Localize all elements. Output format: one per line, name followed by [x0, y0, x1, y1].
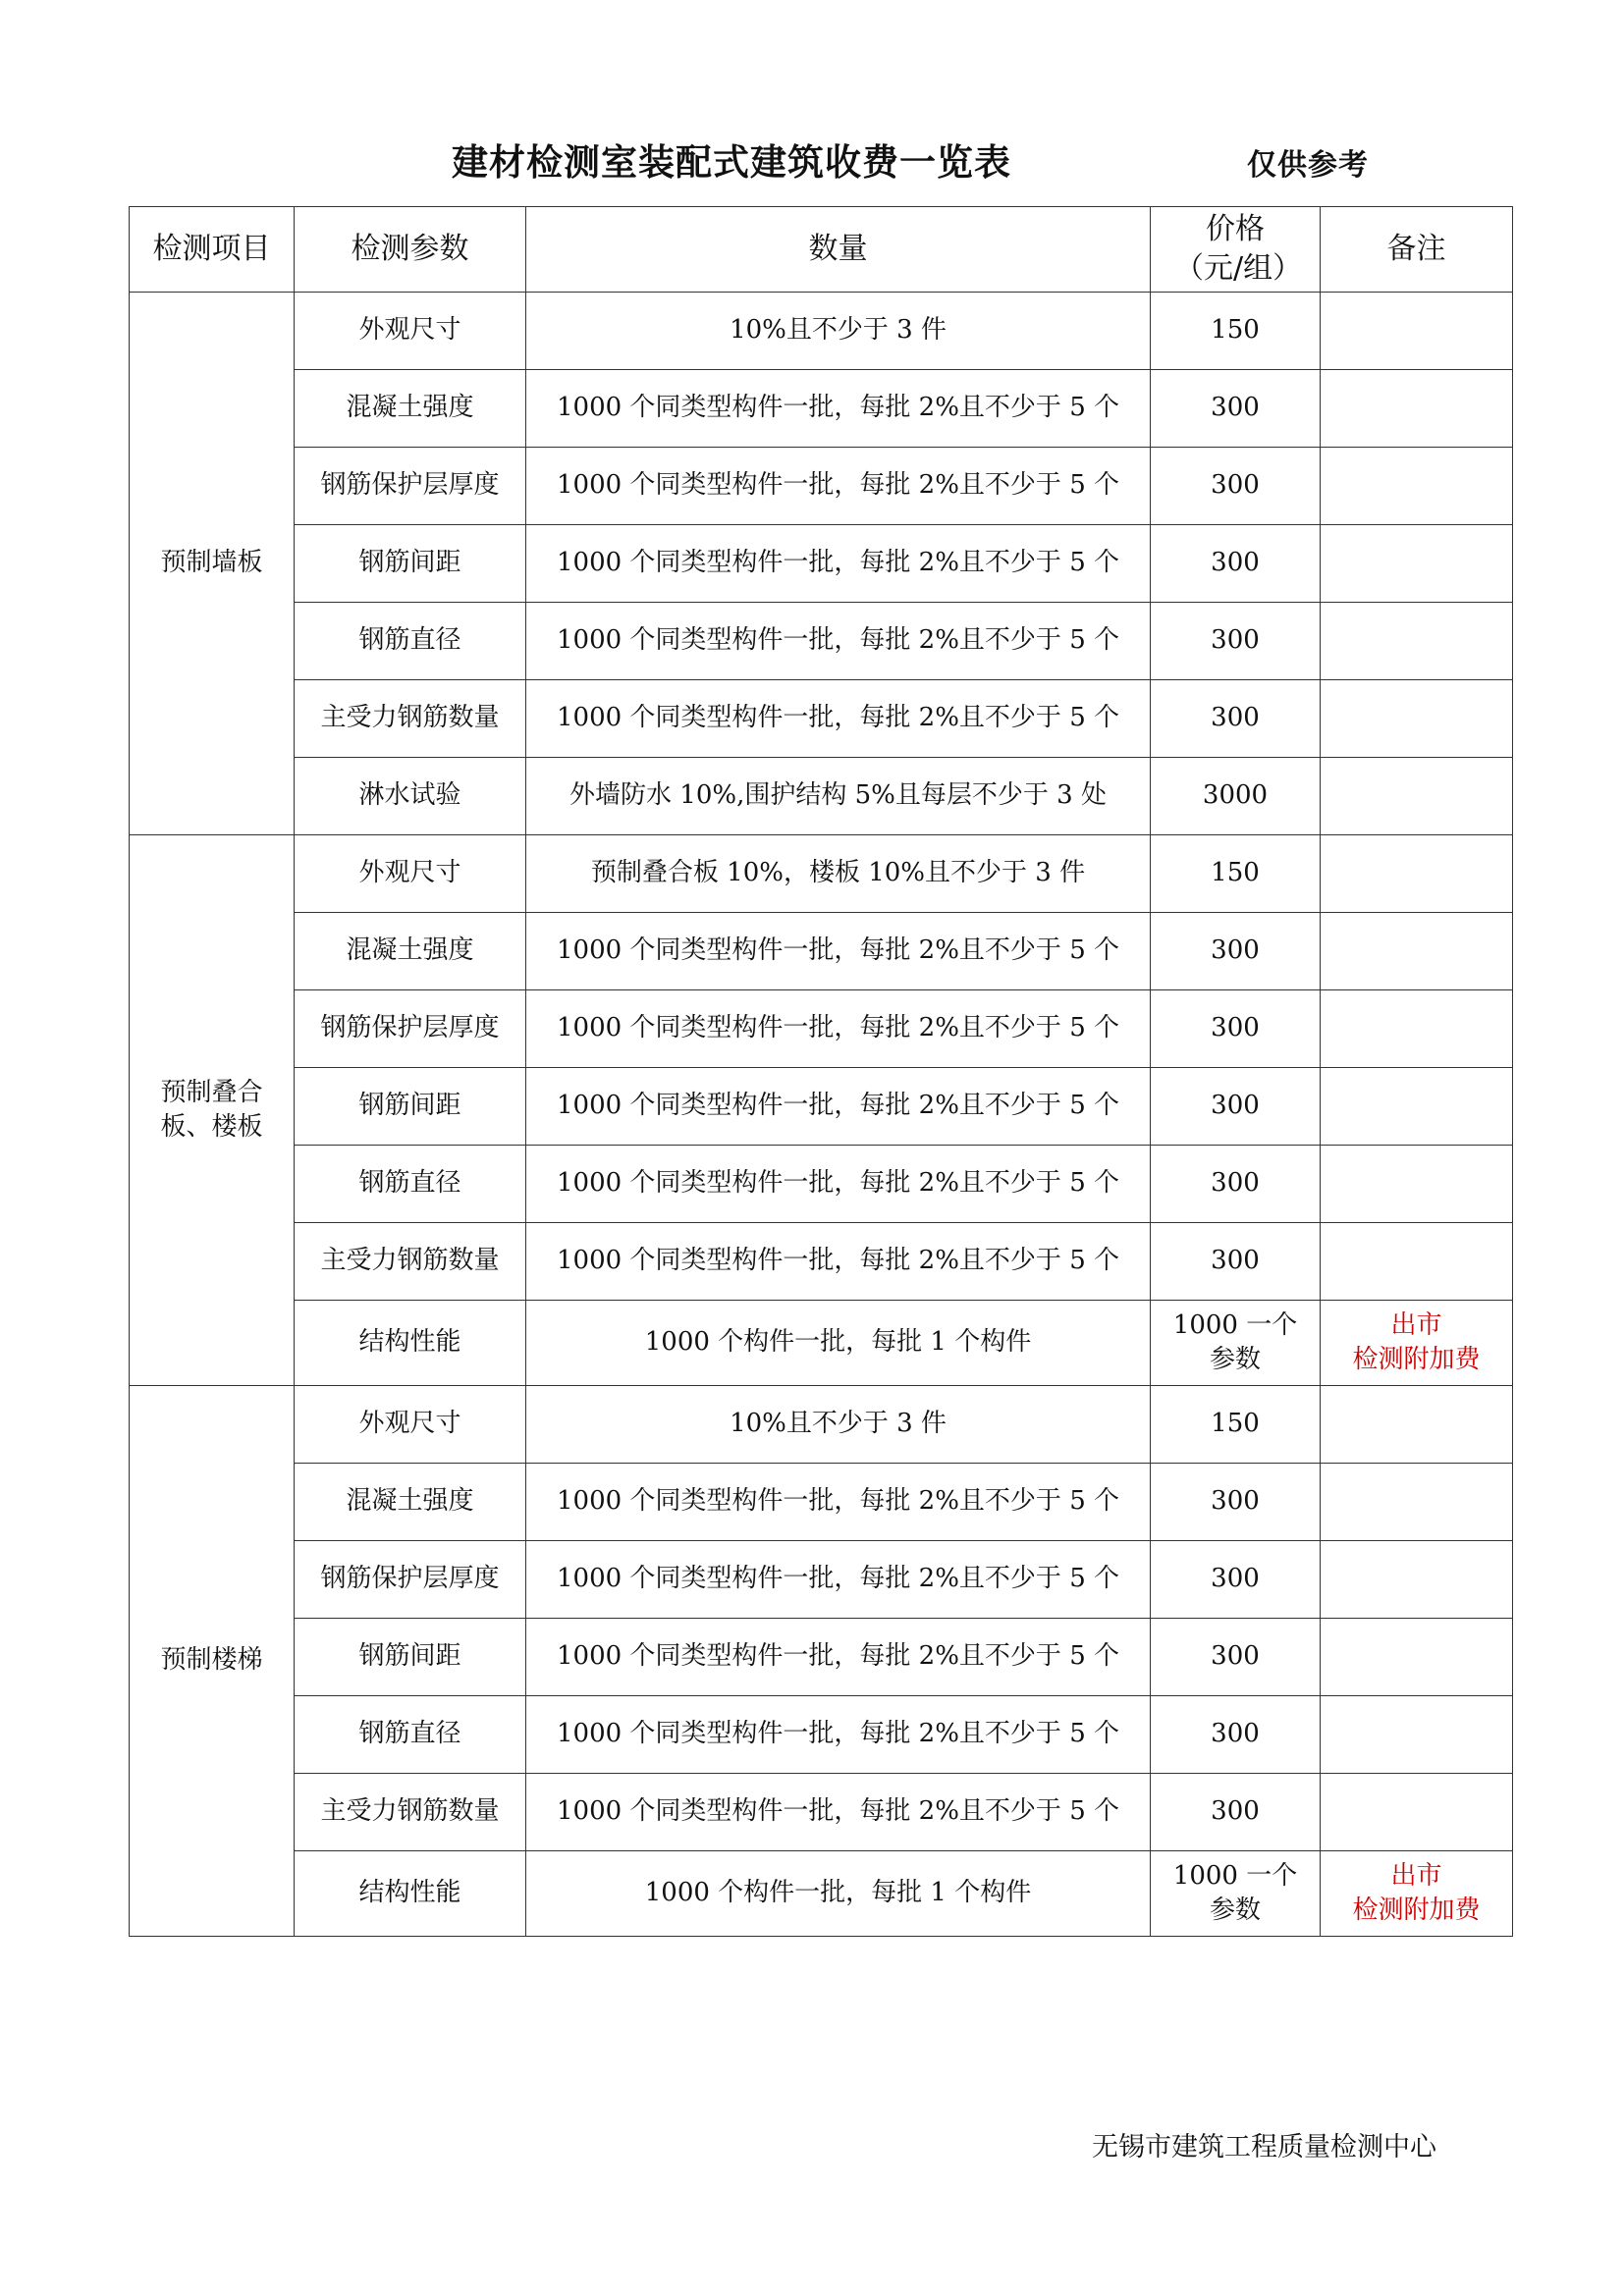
- remark-cell: [1321, 525, 1513, 603]
- price-cell: 1000 一个参数: [1151, 1851, 1321, 1937]
- remark-cell: [1321, 293, 1513, 370]
- remark-cell: [1321, 1541, 1513, 1619]
- param-cell: 钢筋保护层厚度: [295, 1541, 526, 1619]
- price-cell: 300: [1151, 1619, 1321, 1696]
- param-cell: 结构性能: [295, 1851, 526, 1937]
- quantity-cell: 1000 个同类型构件一批，每批 2%且不少于 5 个: [526, 1696, 1151, 1774]
- param-cell: 主受力钢筋数量: [295, 1223, 526, 1301]
- param-cell: 外观尺寸: [295, 293, 526, 370]
- header-quantity: 数量: [526, 207, 1151, 293]
- reference-note: 仅供参考: [1247, 148, 1369, 183]
- param-cell: 结构性能: [295, 1301, 526, 1386]
- table-row: [130, 1619, 1513, 1696]
- header-item: 检测项目: [130, 207, 295, 293]
- quantity-cell: 1000 个同类型构件一批，每批 2%且不少于 5 个: [526, 1464, 1151, 1541]
- table-row: [130, 1464, 1513, 1541]
- quantity-cell: 1000 个同类型构件一批，每批 2%且不少于 5 个: [526, 1541, 1151, 1619]
- table-row: [130, 1851, 1513, 1937]
- remark-line: 检测附加费: [1352, 1345, 1481, 1374]
- table-row: [130, 1541, 1513, 1619]
- quantity-cell: 1000 个同类型构件一批，每批 2%且不少于 5 个: [526, 1068, 1151, 1146]
- remark-line: 检测附加费: [1352, 1896, 1481, 1925]
- price-cell: 300: [1151, 1146, 1321, 1223]
- param-cell: 钢筋保护层厚度: [295, 448, 526, 525]
- remark-cell: [1321, 835, 1513, 913]
- remark-cell: [1321, 758, 1513, 835]
- price-cell: 300: [1151, 680, 1321, 758]
- remark-line: 出市: [1390, 1860, 1442, 1891]
- quantity-cell: 1000 个同类型构件一批，每批 2%且不少于 5 个: [526, 1774, 1151, 1851]
- remark-cell: [1321, 1619, 1513, 1696]
- price-cell: 300: [1151, 1541, 1321, 1619]
- quantity-cell: 1000 个同类型构件一批，每批 2%且不少于 5 个: [526, 680, 1151, 758]
- quantity-cell: 1000 个同类型构件一批，每批 2%且不少于 5 个: [526, 913, 1151, 990]
- quantity-cell: 1000 个同类型构件一批，每批 2%且不少于 5 个: [526, 603, 1151, 680]
- price-cell: 1000 一个参数: [1151, 1301, 1321, 1386]
- param-cell: 混凝土强度: [295, 1464, 526, 1541]
- price-cell: 300: [1151, 1068, 1321, 1146]
- header-remark: 备注: [1321, 207, 1513, 293]
- param-cell: 外观尺寸: [295, 835, 526, 913]
- param-cell: 主受力钢筋数量: [295, 680, 526, 758]
- quantity-cell: 外墙防水 10%,围护结构 5%且每层不少于 3 处: [526, 758, 1151, 835]
- table-row: [130, 370, 1513, 448]
- remark-cell: [1321, 1223, 1513, 1301]
- remark-cell: [1321, 680, 1513, 758]
- param-cell: 主受力钢筋数量: [295, 1774, 526, 1851]
- table-row: [130, 990, 1513, 1068]
- table-row: [130, 758, 1513, 835]
- group-name: 预制楼梯: [130, 1386, 295, 1937]
- table-row: [130, 680, 1513, 758]
- price-cell: 300: [1151, 1696, 1321, 1774]
- param-cell: 钢筋间距: [295, 1068, 526, 1146]
- table-row: [130, 603, 1513, 680]
- param-cell: 淋水试验: [295, 758, 526, 835]
- quantity-cell: 10%且不少于 3 件: [526, 293, 1151, 370]
- param-cell: 外观尺寸: [295, 1386, 526, 1464]
- price-cell: 300: [1151, 1223, 1321, 1301]
- table-header-row: [130, 207, 1513, 293]
- price-cell: 300: [1151, 1464, 1321, 1541]
- remark-cell: [1321, 370, 1513, 448]
- param-cell: 钢筋间距: [295, 1619, 526, 1696]
- price-cell: 3000: [1151, 758, 1321, 835]
- footer-org: 无锡市建筑工程质量检测中心: [1092, 2132, 1436, 2163]
- table-row: [130, 1774, 1513, 1851]
- table-row: [130, 1223, 1513, 1301]
- remark-cell: [1321, 913, 1513, 990]
- param-cell: 钢筋保护层厚度: [295, 990, 526, 1068]
- page-title: 建材检测室装配式建筑收费一览表: [452, 141, 1011, 184]
- quantity-cell: 1000 个同类型构件一批，每批 2%且不少于 5 个: [526, 525, 1151, 603]
- remark-cell: [1321, 1774, 1513, 1851]
- param-cell: 钢筋直径: [295, 1696, 526, 1774]
- remark-cell: [1321, 1068, 1513, 1146]
- price-cell: 300: [1151, 448, 1321, 525]
- table-row: [130, 835, 1513, 913]
- quantity-cell: 1000 个同类型构件一批，每批 2%且不少于 5 个: [526, 1619, 1151, 1696]
- price-cell: 300: [1151, 370, 1321, 448]
- table-row: [130, 293, 1513, 370]
- price-cell: 150: [1151, 293, 1321, 370]
- price-cell: 300: [1151, 603, 1321, 680]
- price-cell: 150: [1151, 1386, 1321, 1464]
- quantity-cell: 1000 个同类型构件一批，每批 2%且不少于 5 个: [526, 990, 1151, 1068]
- remark-line: 出市: [1390, 1309, 1442, 1340]
- table-row: [130, 1068, 1513, 1146]
- quantity-cell: 1000 个构件一批，每批 1 个构件: [526, 1851, 1151, 1937]
- table-row: [130, 1386, 1513, 1464]
- param-cell: 钢筋直径: [295, 1146, 526, 1223]
- remark-cell: [1321, 448, 1513, 525]
- table-row: [130, 525, 1513, 603]
- price-cell: 300: [1151, 913, 1321, 990]
- param-cell: 混凝土强度: [295, 913, 526, 990]
- remark-cell: [1321, 1146, 1513, 1223]
- remark-cell: [1321, 1301, 1513, 1386]
- table-row: [130, 913, 1513, 990]
- group-name: 预制墙板: [130, 293, 295, 835]
- quantity-cell: 10%且不少于 3 件: [526, 1386, 1151, 1464]
- remark-cell: [1321, 1851, 1513, 1937]
- table-row: [130, 1696, 1513, 1774]
- remark-cell: [1321, 603, 1513, 680]
- param-cell: 钢筋直径: [295, 603, 526, 680]
- table-row: [130, 448, 1513, 525]
- quantity-cell: 1000 个同类型构件一批，每批 2%且不少于 5 个: [526, 1146, 1151, 1223]
- table-row: [130, 1301, 1513, 1386]
- quantity-cell: 1000 个同类型构件一批，每批 2%且不少于 5 个: [526, 370, 1151, 448]
- remark-cell: [1321, 1386, 1513, 1464]
- header-param: 检测参数: [295, 207, 526, 293]
- quantity-cell: 1000 个构件一批，每批 1 个构件: [526, 1301, 1151, 1386]
- price-cell: 300: [1151, 1774, 1321, 1851]
- remark-cell: [1321, 1464, 1513, 1541]
- quantity-cell: 预制叠合板 10%，楼板 10%且不少于 3 件: [526, 835, 1151, 913]
- remark-cell: [1321, 990, 1513, 1068]
- param-cell: 混凝土强度: [295, 370, 526, 448]
- quantity-cell: 1000 个同类型构件一批，每批 2%且不少于 5 个: [526, 448, 1151, 525]
- table-row: [130, 1146, 1513, 1223]
- fee-table-body: [130, 293, 1513, 1937]
- fee-table: [129, 206, 1513, 1937]
- param-cell: 钢筋间距: [295, 525, 526, 603]
- quantity-cell: 1000 个同类型构件一批，每批 2%且不少于 5 个: [526, 1223, 1151, 1301]
- price-cell: 300: [1151, 990, 1321, 1068]
- header-price: 价格（元/组）: [1151, 207, 1321, 293]
- price-cell: 300: [1151, 525, 1321, 603]
- price-cell: 150: [1151, 835, 1321, 913]
- remark-cell: [1321, 1696, 1513, 1774]
- group-name: 预制叠合板、楼板: [130, 835, 295, 1386]
